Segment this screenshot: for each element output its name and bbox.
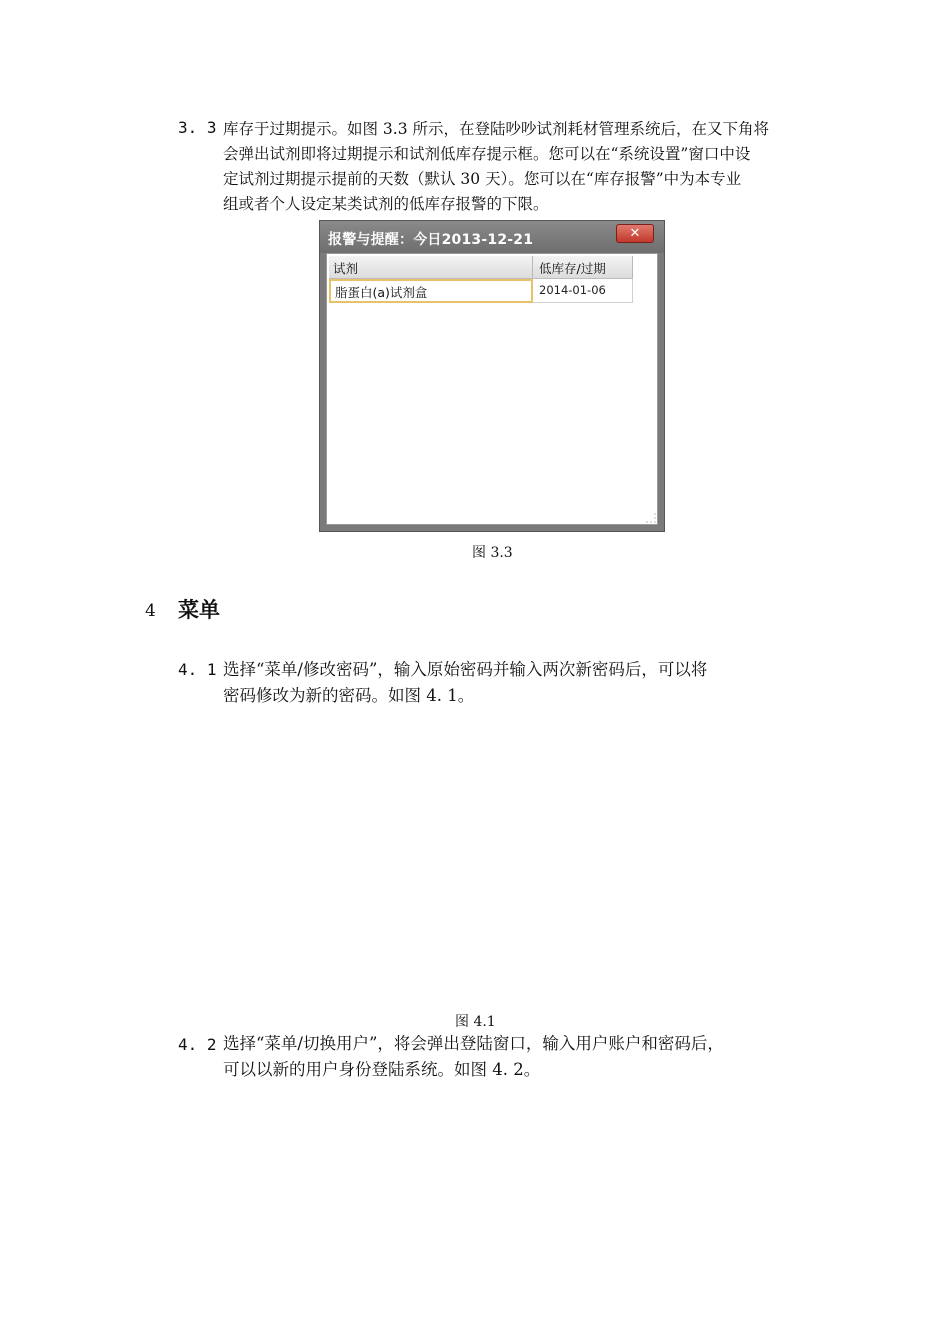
close-icon[interactable]: ✕ <box>616 224 654 243</box>
section-3-3-paragraph <box>223 117 823 217</box>
dialog-grid <box>326 253 658 525</box>
section-4-1-paragraph <box>223 657 823 709</box>
paragraph-line: 密码修改为新的密码。如图 4. 1。 <box>223 686 475 705</box>
column-header-status[interactable]: 低库存/过期 <box>533 256 633 278</box>
figure-caption-4-1: 图 4.1 <box>455 1014 496 1030</box>
column-header-reagent[interactable]: 试剂 <box>329 256 533 278</box>
paragraph-line: 库存于过期提示。如图 3.3 所示，在登陆吵吵试剂耗材管理系统后，在又下角将 <box>223 120 770 138</box>
paragraph-line: 组或者个人设定某类试剂的低库存报警的下限。 <box>223 195 549 213</box>
dialog-titlebar <box>320 221 664 253</box>
alert-dialog-screenshot <box>319 220 665 532</box>
date-cell[interactable]: 2014-01-06 <box>533 279 633 303</box>
figure-caption-3-3: 图 3.3 <box>472 545 513 561</box>
paragraph-line: 选择“菜单/切换用户”，将会弹出登陆窗口，输入用户账户和密码后， <box>223 1034 724 1053</box>
paragraph-line: 定试剂过期提示提前的天数（默认 30 天）。您可以在“库存报警”中为本专业 <box>223 170 742 188</box>
grid-header <box>329 256 633 279</box>
paragraph-line: 选择“菜单/修改密码”，输入原始密码并输入两次新密码后，可以将 <box>223 660 708 679</box>
chapter-number: 4 <box>145 601 156 621</box>
resize-grip[interactable] <box>646 513 656 523</box>
section-4-2-paragraph <box>223 1031 823 1083</box>
chapter-title: 菜单 <box>178 598 220 622</box>
section-number-4-2: 4. 2 <box>178 1035 217 1054</box>
table-row[interactable] <box>329 279 633 303</box>
section-number-3-3: 3. 3 <box>178 118 217 137</box>
dialog-title: 报警与提醒：今日2013-12-21 <box>328 232 534 248</box>
section-number-4-1: 4. 1 <box>178 660 217 679</box>
reagent-name-cell[interactable]: 脂蛋白(a)试剂盒 <box>329 279 533 303</box>
paragraph-line: 可以以新的用户身份登陆系统。如图 4. 2。 <box>223 1060 541 1079</box>
paragraph-line: 会弹出试剂即将过期提示和试剂低库存提示框。您可以在“系统设置”窗口中设 <box>223 145 751 163</box>
